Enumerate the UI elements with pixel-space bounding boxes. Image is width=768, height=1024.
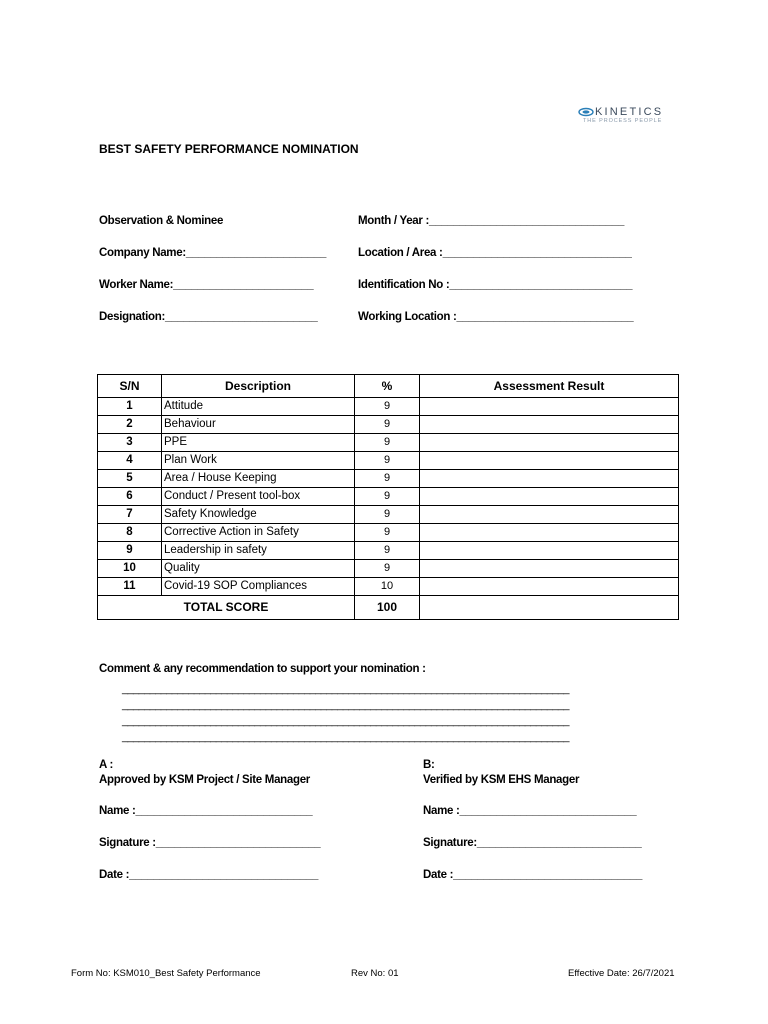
row-percent: 9 xyxy=(355,506,420,524)
row-description: Area / House Keeping xyxy=(162,470,355,488)
approval-b-name-field[interactable]: Name :_____________________________ xyxy=(423,805,637,817)
worker-name-field[interactable]: Worker Name:_______________________ xyxy=(99,279,314,291)
row-description: Conduct / Present tool-box xyxy=(162,488,355,506)
row-description: PPE xyxy=(162,434,355,452)
row-sn: 6 xyxy=(98,488,162,506)
row-percent: 9 xyxy=(355,560,420,578)
logo-tagline: THE PROCESS PEOPLE xyxy=(583,118,663,124)
comment-line[interactable]: _________________________________________________________________________________ xyxy=(122,731,569,743)
header-description: Description xyxy=(162,375,355,398)
header-sn: S/N xyxy=(98,375,162,398)
location-area-field[interactable]: Location / Area :_______________________________ xyxy=(358,247,632,259)
header-assessment-result: Assessment Result xyxy=(420,375,679,398)
footer-form-no: Form No: KSM010_Best Safety Performance xyxy=(71,968,261,979)
row-percent: 9 xyxy=(355,398,420,416)
row-result-cell[interactable] xyxy=(420,578,679,596)
row-result-cell[interactable] xyxy=(420,542,679,560)
table-row xyxy=(98,488,679,506)
table-row xyxy=(98,506,679,524)
table-row xyxy=(98,398,679,416)
row-sn: 7 xyxy=(98,506,162,524)
row-percent: 9 xyxy=(355,470,420,488)
company-name-field[interactable]: Company Name:_______________________ xyxy=(99,247,327,259)
row-sn: 11 xyxy=(98,578,162,596)
row-percent: 9 xyxy=(355,542,420,560)
page-title: BEST SAFETY PERFORMANCE NOMINATION xyxy=(99,142,359,156)
row-result-cell[interactable] xyxy=(420,506,679,524)
header-percent: % xyxy=(355,375,420,398)
row-description: Safety Knowledge xyxy=(162,506,355,524)
comment-line[interactable]: _________________________________________________________________________________ xyxy=(122,715,569,727)
table-row xyxy=(98,524,679,542)
row-sn: 1 xyxy=(98,398,162,416)
row-result-cell[interactable] xyxy=(420,398,679,416)
row-sn: 3 xyxy=(98,434,162,452)
observation-label: Observation & Nominee xyxy=(99,215,224,227)
total-row xyxy=(98,596,679,620)
approval-b-date-field[interactable]: Date :_______________________________ xyxy=(423,869,643,881)
total-score-value: 100 xyxy=(355,596,420,620)
row-result-cell[interactable] xyxy=(420,416,679,434)
table-header-row xyxy=(98,375,679,398)
table-row xyxy=(98,434,679,452)
approval-b-signature-field[interactable]: Signature:___________________________ xyxy=(423,837,642,849)
row-result-cell[interactable] xyxy=(420,524,679,542)
month-year-field[interactable]: Month / Year :________________________________ xyxy=(358,215,625,227)
row-sn: 4 xyxy=(98,452,162,470)
table-row xyxy=(98,560,679,578)
row-sn: 2 xyxy=(98,416,162,434)
table-row xyxy=(98,578,679,596)
row-description: Corrective Action in Safety xyxy=(162,524,355,542)
row-result-cell[interactable] xyxy=(420,434,679,452)
row-percent: 9 xyxy=(355,524,420,542)
row-description: Quality xyxy=(162,560,355,578)
comment-lines[interactable] xyxy=(122,681,569,745)
approval-a-title: Approved by KSM Project / Site Manager xyxy=(99,774,310,786)
footer-rev-no: Rev No: 01 xyxy=(351,968,399,979)
comment-label: Comment & any recommendation to support your nomination : xyxy=(99,663,426,675)
table-row xyxy=(98,542,679,560)
approval-a-name-field[interactable]: Name :_____________________________ xyxy=(99,805,313,817)
row-percent: 10 xyxy=(355,578,420,596)
designation-field[interactable]: Designation:_________________________ xyxy=(99,311,318,323)
table-row xyxy=(98,452,679,470)
row-result-cell[interactable] xyxy=(420,560,679,578)
approval-b-letter: B: xyxy=(423,759,435,771)
approval-b-title: Verified by KSM EHS Manager xyxy=(423,774,580,786)
row-percent: 9 xyxy=(355,452,420,470)
approval-a-letter: A : xyxy=(99,759,114,771)
footer-effective-date: Effective Date: 26/7/2021 xyxy=(568,968,675,979)
working-location-field[interactable]: Working Location :_____________________________ xyxy=(358,311,634,323)
company-logo xyxy=(578,106,678,128)
row-description: Plan Work xyxy=(162,452,355,470)
row-sn: 9 xyxy=(98,542,162,560)
table-row xyxy=(98,470,679,488)
total-result-cell[interactable] xyxy=(420,596,679,620)
row-description: Leadership in safety xyxy=(162,542,355,560)
row-result-cell[interactable] xyxy=(420,470,679,488)
row-percent: 9 xyxy=(355,488,420,506)
logo-brand: KINETICS xyxy=(595,106,664,118)
assessment-table xyxy=(97,374,679,620)
row-description: Attitude xyxy=(162,398,355,416)
row-sn: 10 xyxy=(98,560,162,578)
identification-no-field[interactable]: Identification No :______________________________ xyxy=(358,279,633,291)
approval-a-signature-field[interactable]: Signature :___________________________ xyxy=(99,837,321,849)
row-result-cell[interactable] xyxy=(420,488,679,506)
row-result-cell[interactable] xyxy=(420,452,679,470)
row-percent: 9 xyxy=(355,434,420,452)
kinetics-logo-icon xyxy=(578,107,594,117)
row-sn: 5 xyxy=(98,470,162,488)
table-row xyxy=(98,416,679,434)
approval-a-date-field[interactable]: Date :_______________________________ xyxy=(99,869,319,881)
row-description: Covid-19 SOP Compliances xyxy=(162,578,355,596)
row-description: Behaviour xyxy=(162,416,355,434)
row-percent: 9 xyxy=(355,416,420,434)
comment-line[interactable]: _________________________________________________________________________________ xyxy=(122,699,569,711)
total-score-label: TOTAL SCORE xyxy=(98,596,355,620)
comment-line[interactable]: _________________________________________________________________________________ xyxy=(122,683,569,695)
row-sn: 8 xyxy=(98,524,162,542)
